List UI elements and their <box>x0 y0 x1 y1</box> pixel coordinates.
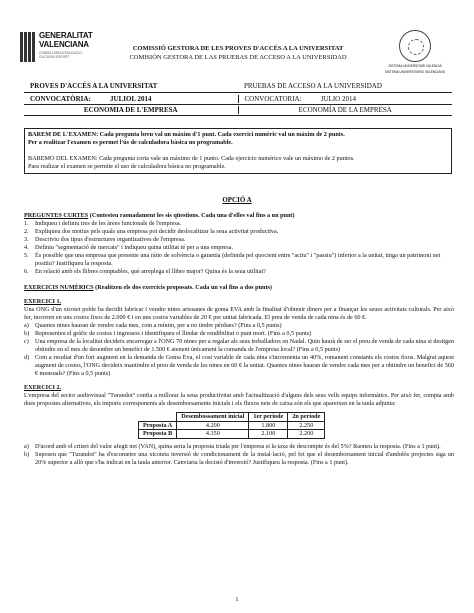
item-number: 2. <box>24 228 29 235</box>
item-text: Com a resultat d'un fort augment en la demanda de Goma Eva, el cost variable de cada nina s'incrementa un 40%, romanent constants els costos fixos. Malgrat aquest augment de costos, l'ONG decideix mantindre el preu de venda de les nines en 60 € la unitat. Quantes nines hauran de vendre cada mes per a obtindre un benefici de 560 € mensuals? (Fins a 0,5 punts) <box>35 354 454 377</box>
short-questions-title <box>24 212 454 220</box>
item-text: Descriviu dos tipus d'estructures organitzatives de l'empresa. <box>35 236 186 243</box>
exam-content <box>24 212 454 467</box>
item-letter: b) <box>24 330 30 337</box>
item-number: 4. <box>24 244 29 251</box>
row-label: Proposta A <box>139 421 177 430</box>
university-system-logo <box>374 30 456 74</box>
logo-line-1: GENERALITAT <box>39 31 93 40</box>
grid-row-subject <box>24 104 452 116</box>
item-letter: a) <box>24 442 29 450</box>
table-corner <box>139 413 177 422</box>
title-es: PRUEBAS DE ACCESO A LA UNIVERSIDAD <box>244 82 382 90</box>
item-number: 1. <box>24 220 29 227</box>
item-text: Quantes nines hauran de vendre cada mes, com a mínim, per a no tindre pèrdues? (Fins a 0,5 punts) <box>35 322 282 329</box>
list-item <box>24 354 454 378</box>
option-title: OPCIÓ A <box>222 196 252 204</box>
exercise-2-title: EXERCICI 2. <box>24 384 62 391</box>
exercise-1-intro: Una ONG d'un xicotet poble ha decidit fabricar i vendre nines artesanes de goma EVA amb la finalitat d'obtenir diners per a finançar les seues activitats culturals. Per això fer, incorren en uns costos fixos de 2.000 € i en uns costos variables de 20 € per unitat fabricada. El preu de venda de cada nina és de 60 €. <box>24 306 454 321</box>
commission-title-val: COMISSIÓ GESTORA DE LES PROVES D'ACCÉS A LA UNIVERSITAT <box>132 45 344 52</box>
convocation-label-es: CONVOCATORIA: <box>244 94 302 103</box>
list-item <box>24 451 454 467</box>
short-questions-instructions: (Contesteu raonadament les sis qüestions. Cada una d'elles val fins a un punt) <box>88 212 295 219</box>
list-item <box>24 268 454 276</box>
table-row <box>139 421 325 430</box>
short-questions-heading: PREGUNTES CURTES <box>24 212 89 219</box>
university-seal-icon <box>399 30 431 62</box>
table-header-cell: 1er període <box>249 413 288 422</box>
table-header-cell: 2n període <box>288 413 325 422</box>
generalitat-emblem-icon <box>20 32 35 62</box>
convocation-value-val: JULIOL 2014 <box>110 94 152 103</box>
table-row <box>139 430 325 439</box>
list-item <box>24 322 454 330</box>
grid-row-title <box>24 80 452 92</box>
table-cell: 2.200 <box>288 430 325 439</box>
list-item <box>24 252 454 268</box>
list-item <box>24 338 454 354</box>
list-item <box>24 220 454 228</box>
item-letter: c) <box>24 338 29 345</box>
grid-row-convocation <box>24 92 452 104</box>
convocation-val <box>24 95 239 103</box>
numeric-exercises-heading: EXERCICIS NUMÈRICS <box>24 284 94 291</box>
logo-line-2: VALENCIANA <box>39 40 89 49</box>
item-letter: d) <box>24 354 30 361</box>
numeric-exercises-instructions: (Realitzeu els dos exercicis proposats. Cada un val fins a dos punts) <box>93 284 272 291</box>
commission-title-es: COMISIÓN GESTORA DE LAS PRUEBAS DE ACCESO A LA UNIVERSIDAD <box>129 54 347 61</box>
exam-title-grid <box>24 80 452 116</box>
item-text: Expliqueu dos motius pels quals una empresa pot decidir deslocalitzar la seua activitat productiva. <box>35 228 279 235</box>
grading-val-line-2: Per a realitzar l'examen es permet l'ús de calculadora bàsica no programable. <box>28 139 233 146</box>
item-text: Representeu el gràfic de costos i ingressos i identifiqueu el llindar de rendibilitat o punt mort. (Fins a 0,5 punts) <box>35 330 312 337</box>
item-text: Definiu "segmentació de mercats" i indiqueu quina utilitat té per a una empresa. <box>35 244 233 251</box>
subject-es: ECONOMÍA DE LA EMPRESA <box>298 106 392 114</box>
table-header-cell: Desembossament inicial <box>177 413 249 422</box>
table-cell: 4.350 <box>177 430 249 439</box>
grading-box <box>24 128 452 174</box>
table-cell: 1.800 <box>249 421 288 430</box>
convocation-value-es: JULIO 2014 <box>320 94 356 103</box>
generalitat-logo <box>20 31 93 66</box>
exercise-1-title: EXERCICI 1. <box>24 298 62 305</box>
convocation-es <box>239 95 453 103</box>
logo-line-3: CONSELLERIA D'EDUCACIÓ, CULTURA I ESPORT <box>39 51 83 59</box>
item-number: 6. <box>24 268 29 275</box>
item-text: Una empresa de la localitat decideix encarregar a l'ONG 70 nines per a regalar als seus treballadors en Nadal. Quin haurà de ser el preu de venda de cada nina si desitgen obtindre en el mes de desembre un benefici de 1.500 € atenent únicament la comanda de l'empresa local? (Fins a 0,5 punts) <box>35 338 454 353</box>
list-item <box>24 244 454 252</box>
grading-val-line-1: BAREM DE L'EXAMEN: Cada pregunta breu val un màxim d'1 punt. Cada exercici numèric val un màxim de 2 punts. <box>28 131 345 138</box>
table-header-row <box>139 413 325 422</box>
seal-caption-1: SISTEMA UNIVERSITARI VALENCIÀ <box>388 64 442 68</box>
item-number: 5. <box>24 252 29 259</box>
table-cell: 4.200 <box>177 421 249 430</box>
list-item <box>24 443 454 451</box>
item-text: D'acord amb el criteri del valor afegit net (VAN), quina seria la proposta triada per l'empresa si la taxa de descompte és del 5%? Raoneu la resposta. (Fins a 1 punt). <box>35 442 441 450</box>
exercise-2-list <box>24 443 454 467</box>
exercise-2-intro: L'empresa del sector audiovisual "Turandot" confia a millorar la seua productivitat amb l'actualització d'alguns dels seus vells equips informàtics. Per això fer, compta amb dues propostes alternatives, els imports corresponents als desemborsaments inicials i els fluxos nets de caixa són els que apareixen en la taula adjunta: <box>24 392 454 407</box>
grading-es-line-1: BAREMO DEL EXAMEN: Cada pregunta corta vale un máximo de 1 punto. Cada ejercicio numérico vale un máximo de 2 puntos. <box>28 155 355 162</box>
list-item <box>24 228 454 236</box>
grading-es-line-2: Para realizar el examen se permite el uso de calculadora básica no programable. <box>28 163 226 170</box>
row-label: Proposta B <box>139 430 177 439</box>
short-questions-list <box>24 220 454 276</box>
table-cell: 2.100 <box>249 430 288 439</box>
item-text: Indiqueu i definiu tres de les àrees funcionals de l'empresa. <box>35 220 182 227</box>
item-letter: a) <box>24 322 29 329</box>
convocation-label-val: CONVOCATÒRIA: <box>30 94 91 103</box>
subject-val: ECONOMIA DE L'EMPRESA <box>24 106 239 114</box>
numeric-exercises-title <box>24 284 454 292</box>
investment-table <box>138 412 325 439</box>
item-text: És possible que una empresa que presente una ràtio de solvència o garantia (definida pel quocient entre "actiu" i "passiu") inferior a la unitat, tinga un patrimoni net positiu? Justifiqueu la resposta. <box>35 252 441 267</box>
item-letter: b) <box>24 450 30 458</box>
item-text: En relació amb els llibres comptables, què arreplega el llibre major? Quina és la seua utilitat? <box>35 268 266 275</box>
commission-header <box>120 44 356 62</box>
title-val: PROVES D'ACCÉS A LA UNIVERSITAT <box>30 82 158 90</box>
list-item <box>24 330 454 338</box>
page-number: 1 <box>235 596 239 603</box>
list-item <box>24 236 454 244</box>
item-text: Suposeu que "Turandot" ha d'escometre una xicoteta inversió de condicionament de la instal·lació, pel fet que el desemborsament inicial d'ambdós projectes siga un 20% superior a allò que s'ha indicat en la taula anterior. Canviaria la decisió d'inversió? Justifiqueu la resposta. (Fins a 1 punt). <box>35 450 454 466</box>
item-number: 3. <box>24 236 29 243</box>
table-cell: 2.250 <box>288 421 325 430</box>
seal-caption-2: SISTEMA UNIVERSITARIO VALENCIANO <box>384 70 446 74</box>
exercise-1-list <box>24 322 454 378</box>
